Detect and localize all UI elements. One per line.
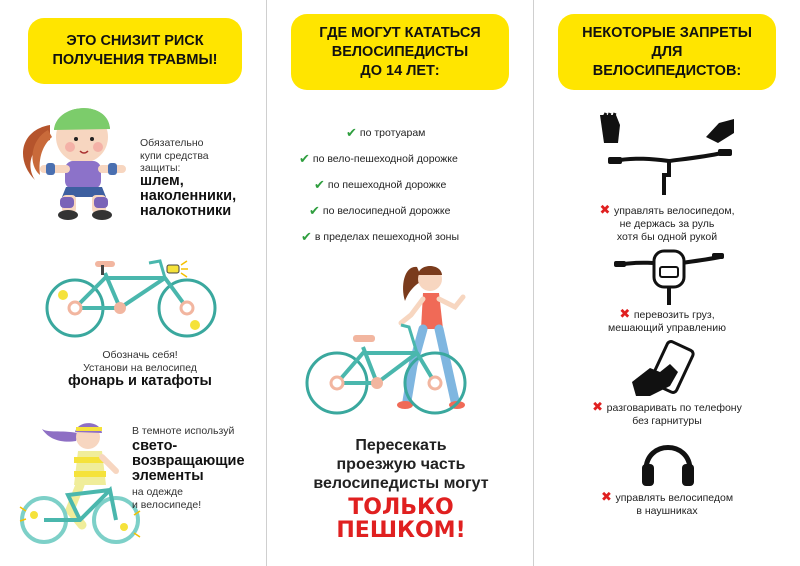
ban-item-label: управлять велосипедом, не держась за руль хотя бы одной рукой [614, 205, 735, 243]
ban-item [554, 400, 780, 428]
crossing-rule-emphasis: ТОЛЬКО ПЕШКОМ! [336, 495, 466, 543]
ban-item [554, 203, 780, 244]
cross-icon: ✖ [592, 399, 607, 414]
reflective-intro-text: В темноте используй [132, 425, 235, 437]
allowed-item [309, 203, 450, 219]
check-icon: ✔ [309, 203, 320, 218]
bicycle-with-reflectors-illustration [45, 253, 225, 343]
girl-with-helmet-illustration [10, 85, 130, 220]
check-icon: ✔ [314, 177, 325, 192]
handlebar-no-hands-icon [594, 113, 744, 198]
headphones-icon [640, 436, 696, 488]
allowed-item [314, 177, 446, 193]
ban-item-label: управлять велосипедом в наушниках [615, 492, 734, 517]
cyclist-with-reflective-elements-illustration [20, 415, 140, 550]
ban-item-label: перевозить груз, мешающий управлению [608, 309, 726, 334]
lights-intro-text: Обозначь себя! Установи на велосипед [83, 349, 197, 374]
allowed-item-label: по велосипедной дорожке [322, 205, 451, 217]
allowed-item-label: по тротуарам [359, 127, 426, 139]
ban-item [554, 490, 780, 518]
handlebar-with-cargo-icon [614, 247, 724, 307]
lights-items-text: фонарь и катафоты [68, 373, 212, 389]
hand-holding-phone-icon [630, 342, 700, 398]
check-icon: ✔ [299, 151, 310, 166]
panel-where-kids-ride [267, 0, 533, 566]
allowed-item [346, 125, 425, 141]
protection-intro-text: Обязательно купи средства защиты: [140, 137, 209, 174]
allowed-item [301, 229, 459, 245]
allowed-item-label: по вело-пешеходной дорожке [312, 153, 458, 165]
protection-items-text: шлем, наколенники, налокотники [140, 173, 237, 219]
crossing-rule-text: Пересекать проезжую часть велосипедисты могут [313, 437, 489, 492]
panel3-banner: НЕКОТОРЫЕ ЗАПРЕТЫ ДЛЯ ВЕЛОСИПЕДИСТОВ: [558, 14, 776, 90]
cross-icon: ✖ [619, 306, 634, 321]
allowed-item-label: по пешеходной дорожке [327, 179, 447, 191]
cross-icon: ✖ [600, 489, 616, 504]
allowed-item-label: в пределах пешеходной зоны [314, 231, 460, 243]
cross-icon: ✖ [599, 202, 614, 217]
panel-safety-equipment [0, 0, 266, 566]
reflective-outro-text: на одежде и велосипеде! [132, 486, 202, 511]
girl-walking-bicycle-illustration [305, 255, 485, 415]
check-icon: ✔ [346, 125, 357, 140]
allowed-item [299, 151, 458, 167]
panel-cyclist-bans [534, 0, 800, 566]
ban-item-label: разговаривать по телефону без гарнитуры [606, 402, 742, 427]
panel2-banner: ГДЕ МОГУТ КАТАТЬСЯ ВЕЛОСИПЕДИСТЫ ДО 14 ЛЕТ: [291, 14, 509, 90]
panel1-banner: ЭТО СНИЗИТ РИСК ПОЛУЧЕНИЯ ТРАВМЫ! [28, 18, 242, 84]
ban-item [554, 307, 780, 335]
check-icon: ✔ [301, 229, 312, 244]
reflective-items-text: свето- возвращающие элементы [132, 438, 245, 484]
